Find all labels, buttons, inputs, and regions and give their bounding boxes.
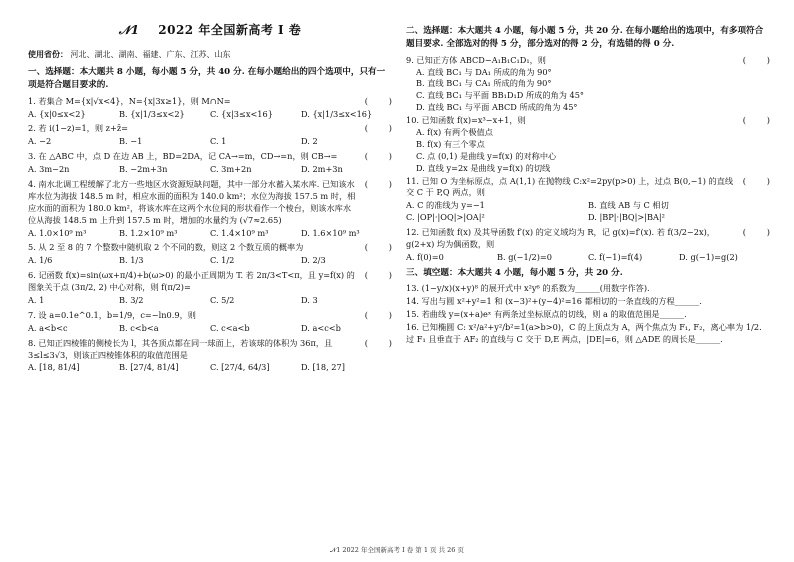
answer-paren: ( ) <box>364 242 392 253</box>
provinces-list: 河北、湖北、湖南、福建、广东、江苏、山东 <box>70 50 231 60</box>
option-item: D. 3 <box>301 294 318 305</box>
question-stem <box>406 55 770 67</box>
question-stem <box>406 115 770 127</box>
option-item: D. 2/3 <box>301 255 326 266</box>
question-stem <box>28 242 392 254</box>
exam-title-text: 2022 年全国新高考 I 卷 <box>158 23 302 37</box>
question-item <box>28 242 392 267</box>
option-item: A. 1 <box>28 294 45 305</box>
option-item: C. 5/2 <box>210 294 235 305</box>
option-item: C. 1.4×10⁹ m³ <box>210 227 269 238</box>
option-item: C. 直线 BC₁ 与平面 BB₁D₁D 所成的角为 45° <box>416 90 585 101</box>
question-stem <box>28 338 392 362</box>
option-item: D. a<c<b <box>301 322 341 333</box>
option-item: C. c<a<b <box>210 322 250 333</box>
option-item: A. 1/6 <box>28 255 53 266</box>
option-item: A. 直线 BC₁ 与 DA₁ 所成的角为 90° <box>416 66 552 77</box>
page-footer: 𝒩1 2022 年全国新高考 I 卷 第 1 页 共 26 页 <box>329 545 465 554</box>
question-text: 3. 在 △ABC 中，点 D 在边 AB 上，BD=2DA，记 CA→=m，CD→=n，则 CB→= <box>28 151 338 162</box>
option-item: A. a<b<c <box>28 322 68 333</box>
question-item <box>28 96 392 121</box>
answer-paren: ( ) <box>742 54 770 65</box>
question-text: 5. 从 2 至 8 的 7 个整数中随机取 2 个不同的数，则这 2 个数互质的概率为 <box>28 242 304 253</box>
options-row <box>28 323 392 335</box>
answer-paren: ( ) <box>364 95 392 106</box>
option-item: B. {x|1/3≤x<2} <box>119 108 185 119</box>
options-row <box>406 252 770 264</box>
option-item: D. {x|1/3≤x<16} <box>301 108 373 119</box>
option-item: C. f(−1)=f(4) <box>588 251 643 262</box>
right-question-list <box>406 55 770 264</box>
options-row <box>406 200 770 224</box>
answer-paren: ( ) <box>364 178 392 189</box>
option-item: B. 直线 BC₁ 与 CA₁ 所成的角为 90° <box>416 78 552 89</box>
right-column <box>406 22 770 347</box>
option-item: A. 1.0×10⁹ m³ <box>28 227 87 238</box>
provinces-label: 使用省份： <box>28 49 68 60</box>
option-item: B. −1 <box>119 136 143 147</box>
option-item: B. f(x) 有三个零点 <box>416 138 485 149</box>
option-item: A. 3m−2n <box>28 164 70 175</box>
fill-question-list <box>406 283 770 345</box>
fill-question-item: 13. (1−y/x)(x+y)⁸ 的展开式中 x²y⁶ 的系数为______(用数字作答). <box>406 283 650 294</box>
question-stem <box>28 123 392 135</box>
options-row <box>28 255 392 267</box>
fill-question-item: 16. 已知椭圆 C: x²/a²+y²/b²=1(a>b>0)，C 的上顶点为 A，两个焦点为 F₁, F₂，离心率为 1/2. 过 F₁ 且垂直于 AF₂ 的直线与 C 交于 D,E 两点，|DE|=6，则 △ADE 的周长是______. <box>406 321 762 344</box>
question-item <box>28 338 392 375</box>
question-item <box>28 151 392 176</box>
question-item <box>28 270 392 307</box>
exam-mark: 𝒩1 <box>118 23 140 37</box>
option-item: D. 2m+3n <box>301 164 343 175</box>
options-row <box>28 109 392 121</box>
question-text: 1. 若集合 M={x|√x<4}，N={x|3x≥1}，则 M∩N= <box>28 95 231 106</box>
options-row <box>28 136 392 148</box>
option-item: C. {x|3≤x<16} <box>210 108 273 119</box>
question-item <box>28 310 392 335</box>
question-item <box>406 176 770 225</box>
option-item: C. [27/4, 64/3] <box>210 362 270 373</box>
answer-paren: ( ) <box>364 123 392 134</box>
answer-paren: ( ) <box>364 151 392 162</box>
option-item: A. C 的准线为 y=−1 <box>406 200 485 211</box>
options-row <box>28 295 392 307</box>
option-item: B. −2m+3n <box>119 164 168 175</box>
left-column <box>28 22 392 377</box>
option-item: C. 1 <box>210 136 227 147</box>
question-text: 6. 记函数 f(x)=sin(ωx+π/4)+b(ω>0) 的最小正周期为 T. 若 2π/3<T<π，且 y=f(x) 的图象关于点 (3π/2, 2) 中心对称，则 f(π/2)= <box>28 270 355 293</box>
question-stem <box>28 96 392 108</box>
option-item: D. 2 <box>301 136 318 147</box>
left-question-list <box>28 96 392 375</box>
question-text: 8. 已知正四棱锥的侧棱长为 l，其各顶点都在同一球面上，若该球的体积为 36π，且 3≤l≤3√3，则该正四棱锥体积的取值范围是 <box>28 337 333 360</box>
option-item: B. 3/2 <box>119 294 144 305</box>
question-text: 4. 南水北调工程缓解了北方一些地区水资源短缺问题，其中一部分水蓄入某水库. 已知该水库水位为海拔 148.5 m 时，相应水面的面积为 140.0 km²；水位为海拔 157.5 m 时，相应水面的面积为 180.0 km²，将该水库在这两个水位间的形状看作一个棱台，则该水库水位从海拔 148.5 m 上升到 157.5 m 时，增加的水量约为 (√7≈2.65) <box>28 178 356 225</box>
option-item: C. 1/2 <box>210 255 235 266</box>
question-stem <box>28 310 392 322</box>
question-stem <box>28 270 392 294</box>
question-item <box>406 115 770 174</box>
fill-question-item: 15. 若曲线 y=(x+a)eˣ 有两条过坐标原点的切线，则 a 的取值范围是______. <box>406 308 687 319</box>
provinces-line <box>28 49 392 61</box>
option-item: A. {x|0≤x<2} <box>28 108 86 119</box>
question-stem <box>406 176 770 200</box>
question-text: 2. 若 i(1−z)=1，则 z+z̄= <box>28 123 128 134</box>
question-stem <box>28 179 392 227</box>
option-item: B. 1.2×10⁹ m³ <box>119 227 178 238</box>
section-1-title: 一、选择题：本大题共 8 小题，每小题 5 分，共 40 分. 在每小题给出的四个选项中，只有一项是符合题目要求的. <box>28 66 386 91</box>
question-text: 12. 已知函数 f(x) 及其导函数 f′(x) 的定义域均为 R，记 g(x)=f′(x). 若 f(3/2−2x)，g(2+x) 均为偶函数，则 <box>406 227 715 249</box>
answer-paren: ( ) <box>742 227 770 238</box>
option-item: A. f(x) 有两个极值点 <box>416 126 493 137</box>
section-2-title: 二、选择题：本大题共 4 小题，每小题 5 分，共 20 分. 在每小题给出的选项中，有多项符合题目要求. 全部选对的得 5 分，部分选对的得 2 分，有选错的得 0 分. <box>406 26 764 50</box>
question-item <box>28 179 392 239</box>
option-item: A. −2 <box>28 136 52 147</box>
question-item <box>28 123 392 148</box>
answer-paren: ( ) <box>364 309 392 320</box>
answer-paren: ( ) <box>742 175 770 186</box>
question-text: 7. 设 a=0.1e^0.1，b=1/9，c=−ln0.9，则 <box>28 309 196 320</box>
option-item: D. [18, 27] <box>301 362 345 373</box>
options-row <box>28 228 392 240</box>
option-item: D. 直线 y=2x 是曲线 y=f(x) 的切线 <box>416 162 551 173</box>
question-item <box>406 55 770 114</box>
question-text: 11. 已知 O 为坐标原点，点 A(1,1) 在抛物线 C:x²=2py(p>0) 上，过点 B(0,−1) 的直线交 C 于 P,Q 两点，则 <box>406 175 734 198</box>
option-item: B. 直线 AB 与 C 相切 <box>588 200 669 211</box>
fill-question-item: 14. 写出与圆 x²+y²=1 和 (x−3)²+(y−4)²=16 都相切的一条直线的方程______. <box>406 295 702 306</box>
option-item: D. 直线 BC₁ 与平面 ABCD 所成的角为 45° <box>416 102 578 113</box>
option-item: C. 点 (0,1) 是曲线 y=f(x) 的对称中心 <box>416 150 557 161</box>
option-item: B. g(−1/2)=0 <box>497 251 552 262</box>
option-item: B. c<b<a <box>119 322 159 333</box>
question-item <box>406 227 770 264</box>
question-text: 10. 已知函数 f(x)=x³−x+1，则 <box>406 115 526 126</box>
option-item: A. f(0)=0 <box>406 251 444 262</box>
answer-paren: ( ) <box>364 337 392 348</box>
answer-paren: ( ) <box>742 115 770 126</box>
option-item: C. 3m+2n <box>210 164 252 175</box>
option-item: D. g(−1)=g(2) <box>679 251 738 262</box>
section-3-title: 三、填空题：本大题共 4 小题，每小题 5 分，共 20 分. <box>406 267 623 278</box>
question-stem <box>406 227 770 251</box>
option-item: D. 1.6×10⁹ m³ <box>301 227 360 238</box>
question-text: 9. 已知正方体 ABCD−A₁B₁C₁D₁，则 <box>406 54 546 65</box>
option-item: C. |OP|·|OQ|>|OA|² <box>406 212 485 223</box>
option-item: B. [27/4, 81/4] <box>119 362 179 373</box>
option-item: D. |BP|·|BQ|>|BA|² <box>588 212 665 223</box>
options-row <box>28 164 392 176</box>
question-stem <box>28 151 392 163</box>
exam-title <box>28 22 392 39</box>
answer-paren: ( ) <box>364 270 392 281</box>
options-row <box>28 362 392 374</box>
option-item: B. 1/3 <box>119 255 144 266</box>
option-item: A. [18, 81/4] <box>28 362 80 373</box>
